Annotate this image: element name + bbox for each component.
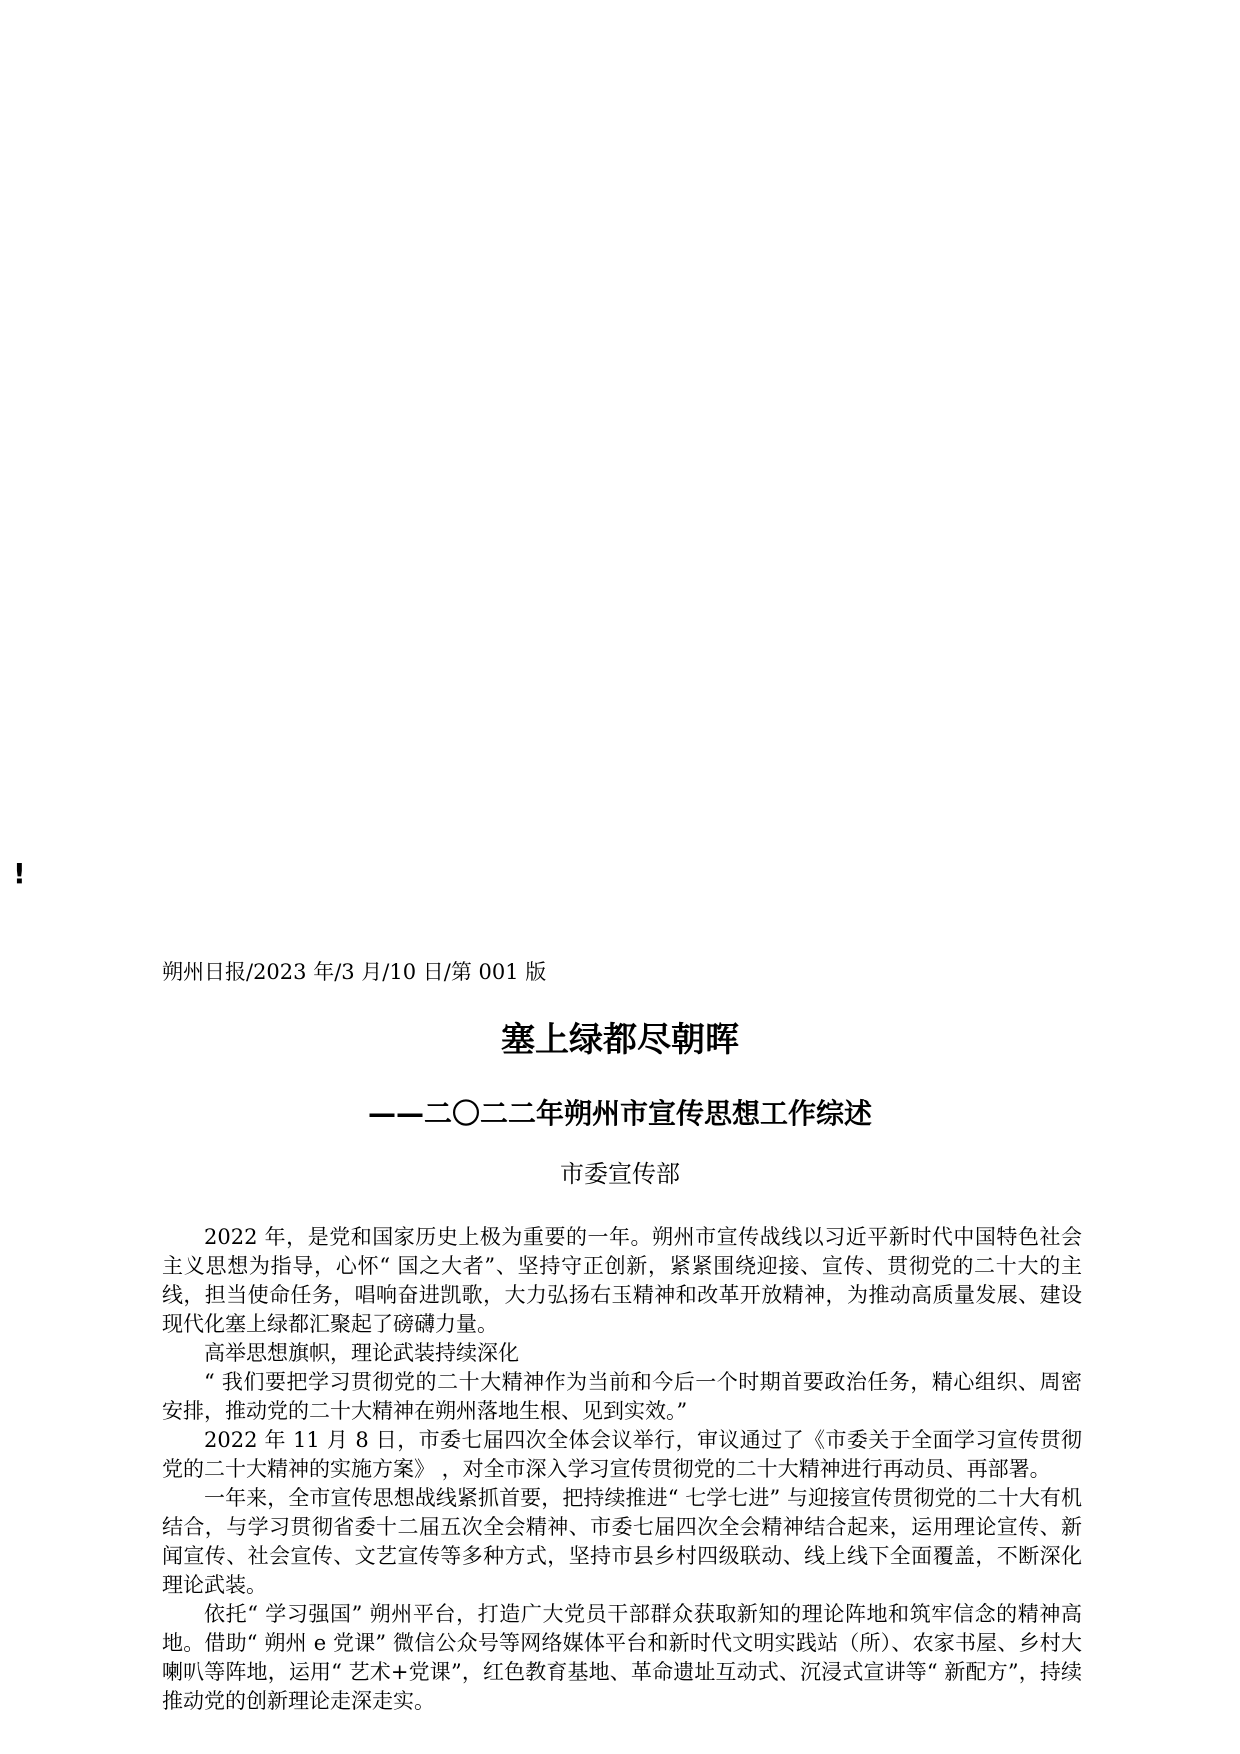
paragraph: “ 我们要把学习贯彻党的二十大精神作为当前和今后一个时期首要政治任务，精心组织、周密安排，推动党的二十大精神在朔州落地生根、见到实效。” <box>162 1370 1082 1423</box>
article-subtitle: ——二〇二二年朔州市宣传思想工作综述 <box>367 1097 872 1130</box>
paragraph: 一年来，全市宣传思想战线紧抓首要，把持续推进“ 七学七进” 与迎接宣传贯彻党的二十大有机结合，与学习贯彻省委十二届五次全会精神、市委七届四次全会精神结合起来，运用理论宣传、新闻宣传、社会宣传、文艺宣传等多种方式，坚持市县乡村四级联动、线上线下全面覆盖，不断深化理论武装。 <box>162 1486 1082 1597</box>
warning-mark: ! <box>13 857 26 890</box>
paragraph: 2022 年，是党和国家历史上极为重要的一年。朔州市宣传战线以习近平新时代中国特色社会主义思想为指导，心怀“ 国之大者”、坚持守正创新，紧紧围绕迎接、宣传、贯彻党的二十大的主线，担当使命任务，唱响奋进凯歌，大力弘扬右玉精神和改革开放精神，为推动高质量发展、建设现代化塞上绿都汇聚起了磅礴力量。 <box>162 1225 1082 1336</box>
paragraph: 2022 年 11 月 8 日，市委七届四次全体会议举行，审议通过了《市委关于全面学习宣传贯彻党的二十大精神的实施方案》 ，对全市深入学习宣传贯彻党的二十大精神进行再动员、再部署。 <box>162 1428 1082 1481</box>
section-heading: 高举思想旗帜，理论武装持续深化 <box>204 1341 519 1365</box>
article-author: 市委宣传部 <box>560 1160 680 1188</box>
article-body <box>162 1223 1082 1716</box>
paragraph: 依托“ 学习强国” 朔州平台，打造广大党员干部群众获取新知的理论阵地和筑牢信念的精神高地。借助“ 朔州 e 党课” 微信公众号等网络媒体平台和新时代文明实践站（所）、农家书屋、乡村大喇叭等阵地，运用“ 艺术+党课”，红色教育基地、革命遗址互动式、沉浸式宣讲等“ 新配方”，持续推动党的创新理论走深走实。 <box>162 1602 1082 1713</box>
source-line: 朔州日报/2023 年/3 月/10 日/第 001 版 <box>162 960 547 984</box>
article-title: 塞上绿都尽朝晖 <box>501 1020 739 1060</box>
